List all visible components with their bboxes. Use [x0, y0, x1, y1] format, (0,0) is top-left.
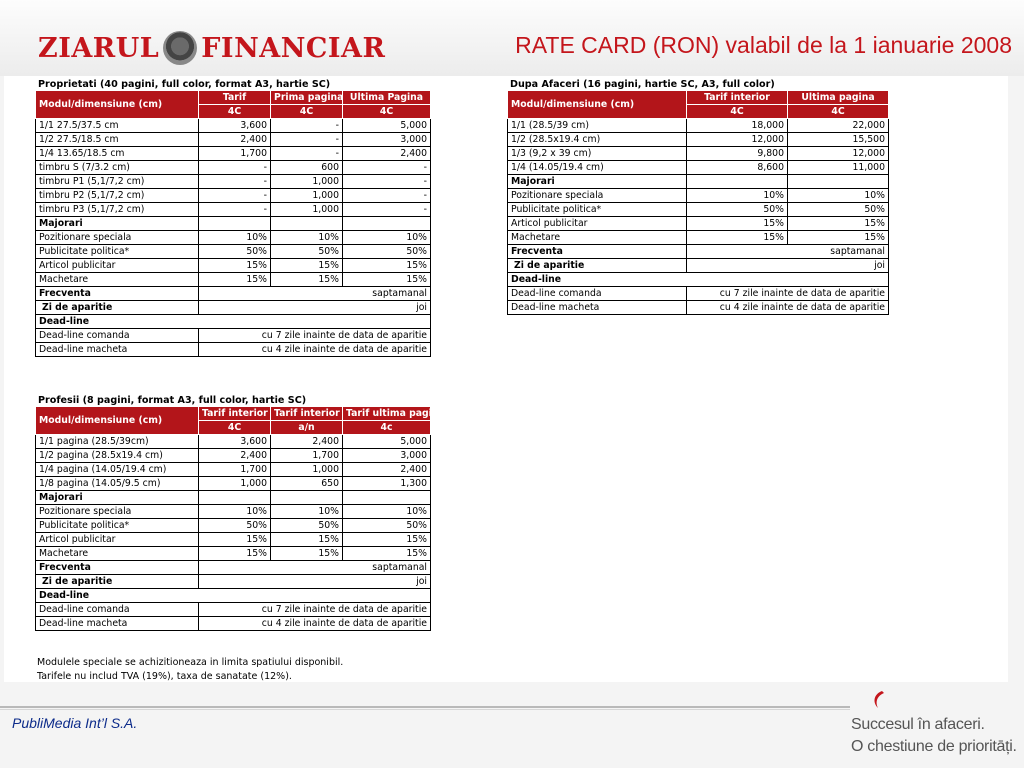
price-cell: 3,000: [343, 133, 431, 147]
empty-cell: [343, 217, 431, 231]
table-row: [36, 435, 431, 449]
majorare-row: [508, 189, 889, 203]
majorare-label: Machetare: [508, 231, 687, 245]
zi-aparitie-value: joi: [687, 259, 889, 273]
majorare-value: 10%: [199, 505, 271, 519]
footnote-special-modules: Modulele speciale se achizitioneaza in limita spatiului disponibil.: [37, 657, 344, 668]
deadline-label: Dead-line: [36, 315, 431, 329]
price-cell: 1,700: [199, 147, 271, 161]
frecventa-label: Frecventa: [36, 561, 199, 575]
majorare-value: 10%: [199, 231, 271, 245]
column-subheader: a/n: [271, 421, 343, 435]
deadline-type: Dead-line macheta: [508, 301, 687, 315]
majorare-row: [36, 519, 431, 533]
majorare-label: Articol publicitar: [36, 259, 199, 273]
page-title: RATE CARD (RON) valabil de la 1 ianuarie 2008: [515, 32, 1012, 58]
module-cell: 1/2 (28.5x19.4 cm): [508, 133, 687, 147]
section-row-majorari: [36, 491, 431, 505]
zi-aparitie-value: joi: [199, 575, 431, 589]
module-cell: timbru P2 (5,1/7,2 cm): [36, 189, 199, 203]
newspaper-logo: [38, 28, 385, 68]
majorare-label: Pozitionare speciala: [508, 189, 687, 203]
deadline-row: [508, 287, 889, 301]
price-cell: 600: [271, 161, 343, 175]
majorare-row: [508, 231, 889, 245]
deadline-type: Dead-line macheta: [36, 617, 199, 631]
empty-cell: [199, 217, 271, 231]
majorare-value: 50%: [199, 519, 271, 533]
lion-emblem-icon: [163, 31, 197, 65]
slogan: [851, 714, 1017, 758]
logo-word-ziarul: ZIARUL: [38, 32, 160, 64]
price-cell: 18,000: [687, 119, 788, 133]
price-cell: 1,000: [271, 463, 343, 477]
frecventa-row: [36, 561, 431, 575]
price-cell: -: [343, 175, 431, 189]
section-row-deadline: [36, 589, 431, 603]
column-header-module: Modul/dimensiune (cm): [36, 407, 199, 435]
majorare-value: 15%: [687, 217, 788, 231]
majorare-value: 50%: [343, 245, 431, 259]
section-row-majorari: [36, 217, 431, 231]
price-cell: 1,300: [343, 477, 431, 491]
price-cell: -: [343, 189, 431, 203]
majorare-value: 50%: [788, 203, 889, 217]
table-row: [508, 161, 889, 175]
price-cell: 2,400: [199, 449, 271, 463]
majorare-value: 50%: [343, 519, 431, 533]
table-row: [36, 189, 431, 203]
price-cell: 12,000: [687, 133, 788, 147]
majorari-label: Majorari: [36, 217, 199, 231]
section-row-majorari: [508, 175, 889, 189]
price-cell: 2,400: [343, 147, 431, 161]
deadline-type: Dead-line macheta: [36, 343, 199, 357]
logo-word-financiar: FINANCIAR: [201, 32, 386, 64]
zi-aparitie-label: Zi de aparitie: [36, 301, 199, 315]
column-header: Ultima pagina: [788, 91, 889, 105]
deadline-row: [36, 603, 431, 617]
frecventa-label: Frecventa: [36, 287, 199, 301]
price-cell: -: [199, 189, 271, 203]
column-subheader: 4C: [199, 421, 271, 435]
deadline-type: Dead-line comanda: [508, 287, 687, 301]
majorare-value: 10%: [343, 231, 431, 245]
majorare-value: 15%: [343, 547, 431, 561]
table-row: [36, 161, 431, 175]
table-row: [36, 203, 431, 217]
majorare-value: 50%: [271, 519, 343, 533]
frecventa-label: Frecventa: [508, 245, 687, 259]
majorare-value: 10%: [687, 189, 788, 203]
price-cell: 12,000: [788, 147, 889, 161]
price-cell: -: [271, 147, 343, 161]
frecventa-value: saptamanal: [687, 245, 889, 259]
table-row: [36, 133, 431, 147]
module-cell: 1/2 pagina (28.5x19.4 cm): [36, 449, 199, 463]
table-row: [36, 147, 431, 161]
price-cell: 1,700: [271, 449, 343, 463]
module-cell: 1/1 pagina (28.5/39cm): [36, 435, 199, 449]
majorare-row: [36, 547, 431, 561]
column-header-module: Modul/dimensiune (cm): [36, 91, 199, 119]
majorare-row: [36, 505, 431, 519]
footer-divider: [0, 706, 850, 708]
zi-aparitie-row: [508, 259, 889, 273]
majorare-row: [36, 259, 431, 273]
majorare-label: Publicitate politica*: [36, 519, 199, 533]
majorare-value: 15%: [271, 259, 343, 273]
module-cell: 1/1 (28.5/39 cm): [508, 119, 687, 133]
price-cell: -: [343, 161, 431, 175]
column-header: Tarif: [199, 91, 271, 105]
frecventa-value: saptamanal: [199, 287, 431, 301]
module-cell: timbru P1 (5,1/7,2 cm): [36, 175, 199, 189]
majorare-value: 10%: [788, 189, 889, 203]
module-cell: 1/4 (14.05/19.4 cm): [508, 161, 687, 175]
column-header-module: Modul/dimensiune (cm): [508, 91, 687, 119]
deadline-value: cu 4 zile inainte de data de aparitie: [199, 617, 431, 631]
majorare-value: 50%: [199, 245, 271, 259]
majorare-label: Articol publicitar: [508, 217, 687, 231]
majorare-label: Pozitionare speciala: [36, 505, 199, 519]
majorare-row: [508, 217, 889, 231]
frecventa-row: [36, 287, 431, 301]
majorare-value: 50%: [271, 245, 343, 259]
majorare-value: 15%: [199, 533, 271, 547]
proprietati-title: Proprietati (40 pagini, full color, format A3, hartie SC): [38, 79, 331, 90]
majorare-label: Publicitate politica*: [36, 245, 199, 259]
majorare-value: 50%: [687, 203, 788, 217]
empty-cell: [199, 491, 271, 505]
table-row: [508, 133, 889, 147]
majorare-value: 15%: [788, 217, 889, 231]
profesii-title: Profesii (8 pagini, format A3, full color, hartie SC): [38, 395, 307, 406]
price-cell: 5,000: [343, 119, 431, 133]
column-header: Prima pagina: [271, 91, 343, 105]
deadline-row: [36, 329, 431, 343]
deadline-type: Dead-line comanda: [36, 603, 199, 617]
majorare-value: 15%: [271, 547, 343, 561]
majorare-value: 15%: [343, 273, 431, 287]
table-row: [36, 119, 431, 133]
majorari-label: Majorari: [36, 491, 199, 505]
price-cell: 1,700: [199, 463, 271, 477]
zi-aparitie-label: Zi de aparitie: [36, 575, 199, 589]
price-cell: 650: [271, 477, 343, 491]
section-row-deadline: [36, 315, 431, 329]
header-row: [508, 91, 889, 105]
majorare-value: 10%: [343, 505, 431, 519]
table-row: [36, 175, 431, 189]
majorare-value: 15%: [199, 259, 271, 273]
price-cell: -: [271, 133, 343, 147]
deadline-row: [36, 343, 431, 357]
price-cell: 3,600: [199, 119, 271, 133]
deadline-value: cu 7 zile inainte de data de aparitie: [687, 287, 889, 301]
majorare-row: [36, 533, 431, 547]
afaceri-table: [507, 90, 889, 315]
module-cell: 1/4 13.65/18.5 cm: [36, 147, 199, 161]
module-cell: timbru S (7/3.2 cm): [36, 161, 199, 175]
column-header: Tarif ultima pagina: [343, 407, 431, 421]
slogan-line-2: O chestiune de prioritāți.: [851, 738, 1017, 755]
module-cell: timbru P3 (5,1/7,2 cm): [36, 203, 199, 217]
deadline-value: cu 4 zile inainte de data de aparitie: [199, 343, 431, 357]
empty-cell: [343, 491, 431, 505]
price-cell: -: [199, 161, 271, 175]
majorare-label: Publicitate politica*: [508, 203, 687, 217]
zi-aparitie-row: [36, 575, 431, 589]
column-subheader: 4C: [271, 105, 343, 119]
slogan-line-1: Succesul în afaceri.: [851, 716, 985, 733]
empty-cell: [687, 175, 788, 189]
empty-cell: [788, 175, 889, 189]
majorare-value: 15%: [788, 231, 889, 245]
price-cell: -: [199, 175, 271, 189]
majorare-row: [36, 245, 431, 259]
majorare-label: Pozitionare speciala: [36, 231, 199, 245]
column-subheader: 4C: [788, 105, 889, 119]
column-header: Ultima Pagina: [343, 91, 431, 105]
module-cell: 1/4 pagina (14.05/19.4 cm): [36, 463, 199, 477]
frecventa-row: [508, 245, 889, 259]
header-row: [36, 91, 431, 105]
zi-aparitie-label: Zi de aparitie: [508, 259, 687, 273]
majorari-label: Majorari: [508, 175, 687, 189]
majorare-value: 15%: [687, 231, 788, 245]
frecventa-value: saptamanal: [199, 561, 431, 575]
module-cell: 1/8 pagina (14.05/9.5 cm): [36, 477, 199, 491]
price-cell: 1,000: [271, 203, 343, 217]
zi-aparitie-row: [36, 301, 431, 315]
majorare-label: Machetare: [36, 547, 199, 561]
deadline-label: Dead-line: [36, 589, 431, 603]
table-row: [36, 449, 431, 463]
price-cell: 11,000: [788, 161, 889, 175]
profesii-table: [35, 406, 445, 631]
majorare-label: Machetare: [36, 273, 199, 287]
column-subheader: 4c: [343, 421, 431, 435]
price-cell: 22,000: [788, 119, 889, 133]
price-cell: 3,000: [343, 449, 431, 463]
table-row: [508, 119, 889, 133]
deadline-type: Dead-line comanda: [36, 329, 199, 343]
majorare-row: [36, 231, 431, 245]
footnotes: [37, 656, 343, 684]
deadline-value: cu 7 zile inainte de data de aparitie: [199, 329, 431, 343]
company-name: PubliMedia Int’l S.A.: [12, 715, 138, 731]
price-cell: 9,800: [687, 147, 788, 161]
price-cell: 3,600: [199, 435, 271, 449]
column-subheader: 4C: [687, 105, 788, 119]
majorare-row: [36, 273, 431, 287]
majorare-value: 15%: [199, 547, 271, 561]
price-cell: 1,000: [271, 189, 343, 203]
proprietati-table: [35, 90, 431, 357]
column-subheader: 4C: [199, 105, 271, 119]
footnote-taxes: Tarifele nu includ TVA (19%), taxa de sanatate (12%).: [37, 671, 292, 682]
price-cell: 5,000: [343, 435, 431, 449]
deadline-row: [36, 617, 431, 631]
column-subheader: 4C: [343, 105, 431, 119]
majorare-value: 10%: [271, 505, 343, 519]
majorare-value: 15%: [271, 533, 343, 547]
price-cell: -: [199, 203, 271, 217]
deadline-row: [508, 301, 889, 315]
column-header: Tarif interior: [271, 407, 343, 421]
column-header: Tarif interior: [199, 407, 271, 421]
publimedia-swoosh-icon: [868, 690, 890, 710]
module-cell: 1/2 27.5/18.5 cm: [36, 133, 199, 147]
majorare-value: 15%: [343, 259, 431, 273]
deadline-value: cu 7 zile inainte de data de aparitie: [199, 603, 431, 617]
module-cell: 1/3 (9,2 x 39 cm): [508, 147, 687, 161]
footer-divider-thin: [0, 709, 850, 710]
price-cell: 2,400: [271, 435, 343, 449]
price-cell: 1,000: [271, 175, 343, 189]
price-cell: 1,000: [199, 477, 271, 491]
empty-cell: [271, 491, 343, 505]
majorare-row: [508, 203, 889, 217]
table-row: [36, 463, 431, 477]
price-cell: 15,500: [788, 133, 889, 147]
majorare-value: 10%: [271, 231, 343, 245]
header-row: [36, 407, 431, 421]
empty-cell: [271, 217, 343, 231]
price-cell: -: [271, 119, 343, 133]
price-cell: 8,600: [687, 161, 788, 175]
majorare-label: Articol publicitar: [36, 533, 199, 547]
majorare-value: 15%: [343, 533, 431, 547]
price-cell: -: [343, 203, 431, 217]
majorare-value: 15%: [271, 273, 343, 287]
price-cell: 2,400: [199, 133, 271, 147]
afaceri-title: Dupa Afaceri (16 pagini, hartie SC, A3, full color): [510, 79, 775, 90]
majorare-value: 15%: [199, 273, 271, 287]
deadline-label: Dead-line: [508, 273, 889, 287]
column-header: Tarif interior: [687, 91, 788, 105]
table-row: [36, 477, 431, 491]
module-cell: 1/1 27.5/37.5 cm: [36, 119, 199, 133]
section-row-deadline: [508, 273, 889, 287]
table-row: [508, 147, 889, 161]
deadline-value: cu 4 zile inainte de data de aparitie: [687, 301, 889, 315]
price-cell: 2,400: [343, 463, 431, 477]
zi-aparitie-value: joi: [199, 301, 431, 315]
